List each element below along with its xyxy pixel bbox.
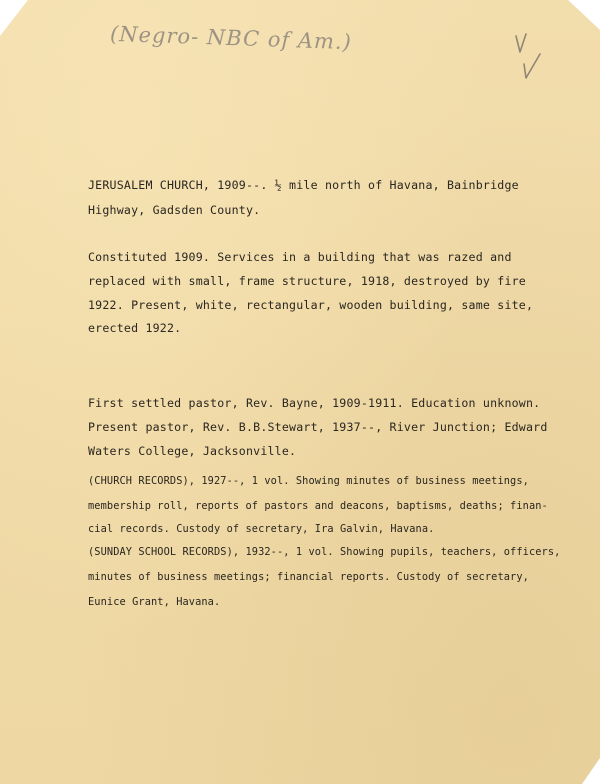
records-line: minutes of business meetings; financial reports. Custody of secretary, [88, 571, 529, 583]
history-line: 1922. Present, white, rectangular, wooden building, same site, [88, 298, 534, 312]
records-line: cial records. Custody of secretary, Ira Galvin, Havana. [88, 523, 435, 535]
records-line: Eunice Grant, Havana. [88, 596, 221, 608]
entry-heading-line: JERUSALEM CHURCH, 1909--. ½ mile north of Havana, Bainbridge [88, 178, 519, 192]
page-corner-top-left [0, 0, 28, 36]
history-line: replaced with small, frame structure, 1918, destroyed by fire [88, 274, 526, 288]
records-line: (CHURCH RECORDS), 1927--, 1 vol. Showing minutes of business meetings, [88, 475, 529, 487]
check-mark-icon [510, 28, 546, 80]
pastor-line: Waters College, Jacksonville. [88, 444, 297, 458]
records-line: (SUNDAY SCHOOL RECORDS), 1932--, 1 vol. Showing pupils, teachers, officers, [88, 546, 561, 558]
records-line: membership roll, reports of pastors and deacons, baptisms, deaths; finan- [88, 500, 548, 512]
pastor-line: Present pastor, Rev. B.B.Stewart, 1937--, River Junction; Edward [88, 420, 548, 434]
handwritten-note: (Negro- NBC of Am.) [109, 21, 353, 55]
history-line: Constituted 1909. Services in a building that was razed and [88, 250, 512, 264]
history-line: erected 1922. [88, 321, 182, 335]
pastor-line: First settled pastor, Rev. Bayne, 1909-1911. Education unknown. [88, 396, 541, 410]
page-corner-bottom-right [582, 758, 600, 784]
entry-heading-line: Highway, Gadsden County. [88, 203, 261, 217]
page-corner-top-right [568, 0, 600, 30]
